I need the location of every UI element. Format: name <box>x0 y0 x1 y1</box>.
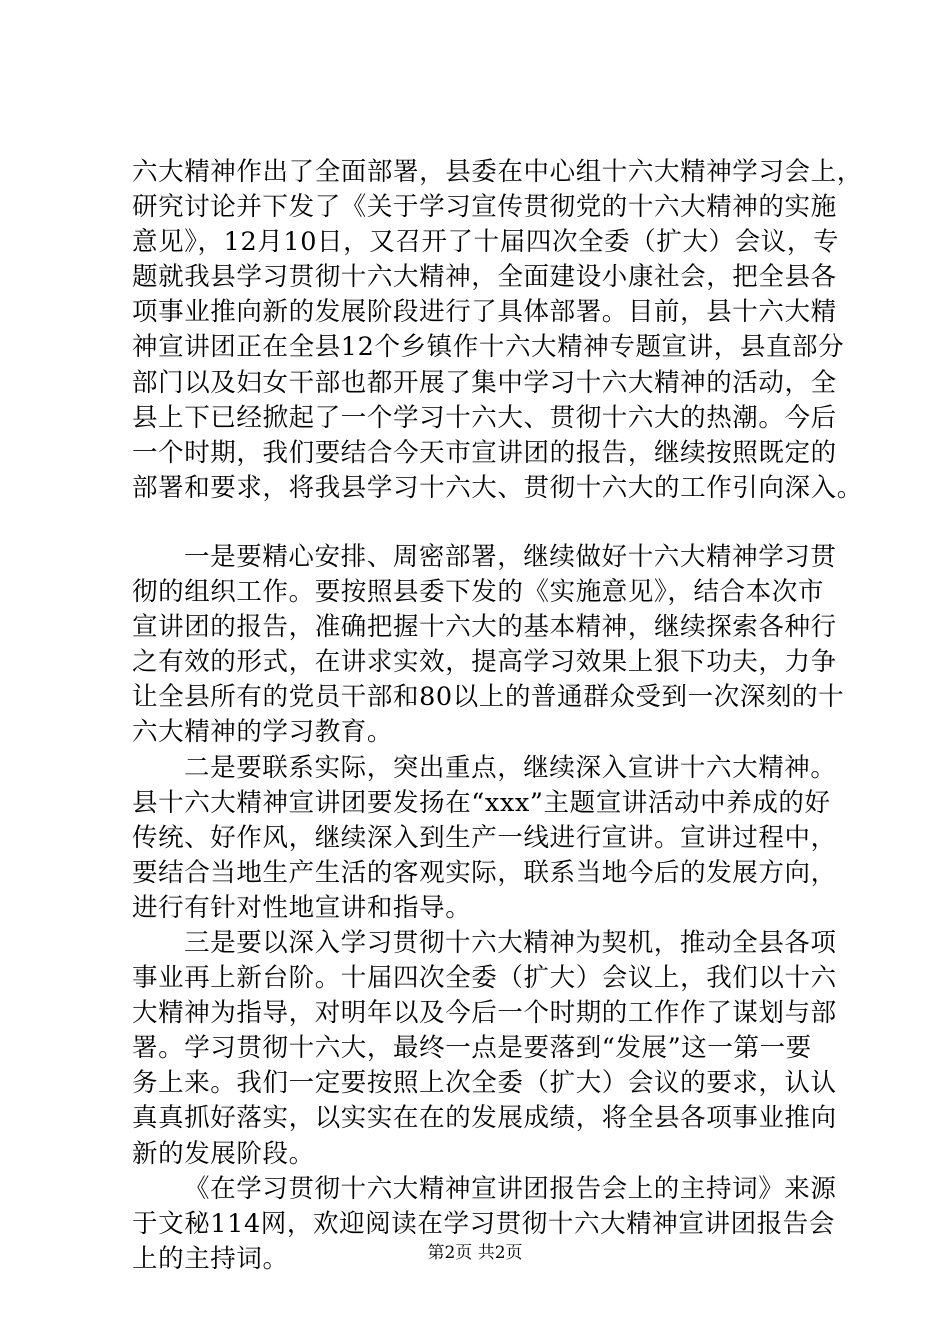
text-line: 于文秘114网，欢迎阅读在学习贯彻十六大精神宣讲团报告会 <box>132 1208 835 1239</box>
text-line: 一是要精心安排、周密部署，继续做好十六大精神学习贯 <box>184 541 837 572</box>
paragraph-1 <box>132 155 863 506</box>
text-line: 县上下已经掀起了一个学习十六大、贯彻十六大的热潮。今后 <box>132 402 837 433</box>
text-line: 二是要联系实际，突出重点，继续深入宣讲十六大精神。 <box>184 752 837 783</box>
text-line: 部门以及妇女干部也都开展了集中学习十六大精神的活动，全 <box>132 367 837 398</box>
document-body <box>132 155 863 1277</box>
text-line: 真真抓好落实，以实实在在的发展成绩，将全县各项事业推向 <box>132 1103 837 1134</box>
text-line: 事业再上新台阶。十届四次全委（扩大）会议上，我们以十六 <box>132 963 837 994</box>
text-line: 研究讨论并下发了《关于学习宣传贯彻党的十六大精神的实施 <box>132 192 837 223</box>
text-line: 大精神为指导，对明年以及今后一个时期的工作作了谋划与部 <box>132 998 837 1029</box>
text-line: 部署和要求，将我县学习十六大、贯彻十六大的工作引向深入。 <box>132 472 863 503</box>
text-line: 新的发展阶段。 <box>132 1138 315 1169</box>
paragraph-2 <box>132 540 845 751</box>
paragraph-gap <box>132 506 832 540</box>
page-number-footer: 第2页 共2页 <box>427 1243 523 1263</box>
text-line: 传统、好作风，继续深入到生产一线进行宣讲。宣讲过程中， <box>132 822 837 853</box>
paragraph-4 <box>132 926 837 1172</box>
text-line: 务上来。我们一定要按照上次全委（扩大）会议的要求，认认 <box>132 1068 837 1099</box>
text-line: 神宣讲团正在全县12个乡镇作十六大精神专题宣讲，县直部分 <box>132 332 845 363</box>
text-line: 署。学习贯彻十六大，最终一点是要落到“发展”这一第一要 <box>132 1033 812 1064</box>
text-line: 项事业推向新的发展阶段进行了具体部署。目前，县十六大精 <box>132 297 837 328</box>
text-line: 县十六大精神宣讲团要发扬在“xxx”主题宣讲活动中养成的好 <box>132 787 831 818</box>
text-line: 彻的组织工作。要按照县委下发的《实施意见》，结合本次市 <box>132 577 824 608</box>
text-line: 三是要以深入学习贯彻十六大精神为契机，推动全县各项 <box>184 927 837 958</box>
text-line: 进行有针对性地宣讲和指导。 <box>132 892 472 923</box>
text-line: 题就我县学习贯彻十六大精神，全面建设小康社会，把全县各 <box>132 262 837 293</box>
text-line: 六大精神作出了全面部署，县委在中心组十六大精神学习会上， <box>132 157 863 187</box>
text-line: 六大精神的学习教育。 <box>132 717 394 748</box>
text-line: 《在学习贯彻十六大精神宣讲团报告会上的主持词》来源 <box>184 1173 837 1204</box>
text-line: 意见》，12月10日，又召开了十届四次全委（扩大）会议，专 <box>132 227 840 258</box>
text-line: 之有效的形式，在讲求实效，提高学习效果上狠下功夫，力争 <box>132 647 837 678</box>
paragraph-3 <box>132 751 837 926</box>
text-line: 宣讲团的报告，准确把握十六大的基本精神，继续探索各种行 <box>132 612 837 643</box>
text-line: 让全县所有的党员干部和80以上的普通群众受到一次深刻的十 <box>132 682 845 713</box>
text-line: 一个时期，我们要结合今天市宣讲团的报告，继续按照既定的 <box>132 437 837 468</box>
text-line: 要结合当地生产生活的客观实际，联系当地今后的发展方向， <box>132 857 837 888</box>
text-line: 上的主持词。 <box>132 1243 289 1274</box>
